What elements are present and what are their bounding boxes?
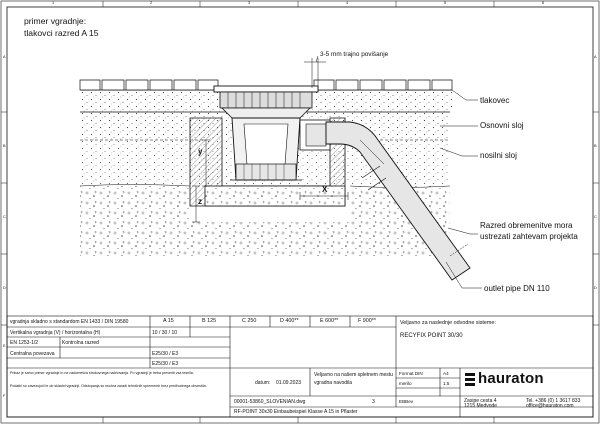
dimension-note: 3-5 mm trajno povišanje — [320, 51, 389, 58]
date-value: 01.09.2023 — [276, 380, 302, 386]
file-name: 00001-53860_SLOVENIAN.dwg — [234, 399, 306, 405]
address-line1: Zasipe cesta 4 — [464, 398, 497, 404]
frame-letter-f: F — [3, 394, 6, 398]
scale-label: merilo — [399, 381, 412, 386]
row2-value: 10 / 30 / 10 — [152, 330, 178, 336]
row3-label-b: Kontrolna razred — [62, 340, 99, 346]
frame-number-2: 2 — [150, 1, 153, 5]
class-b125: B 125 — [202, 318, 217, 324]
class-c250: C 250 — [242, 318, 257, 324]
format-value: A4 — [443, 371, 449, 376]
frame-number-4: 4 — [346, 1, 349, 5]
frame-number-3: 3 — [248, 1, 251, 5]
validity-line2: vgradna navodila — [314, 380, 353, 386]
drawing-title-line1: primer vgradnje: — [24, 16, 87, 26]
dimension-y: y — [198, 147, 203, 156]
frame-letter-d-right: D — [594, 286, 597, 290]
row4-label: Centralna povezava — [10, 351, 55, 357]
class-e600: E 600** — [320, 318, 339, 324]
format-label: Format DIN — [399, 371, 423, 376]
frame-number-6: 6 — [542, 1, 545, 5]
note-line1: Prikaz je samo primer vgradnje in ne nadomešča strokovnega načrtovanja. Po vgradnji je treba preveriti vsa tesnila. — [10, 371, 194, 375]
label-outlet-pipe: outlet pipe DN 110 — [484, 284, 550, 293]
class-f900: F 900** — [358, 318, 376, 324]
dimension-x: X — [322, 185, 328, 194]
scale-value: 1:5 — [443, 381, 450, 386]
row5-value: E25/30 / E3 — [152, 361, 179, 367]
frame-number-5: 5 — [444, 1, 447, 5]
frame-letter-c-right: C — [594, 215, 597, 219]
product-line: RF-POINT 30x30 Einbaubeispiel Klasse A 15 in Pflaster — [234, 409, 358, 415]
frame-letter-c: C — [3, 215, 6, 219]
hauraton-logo: hauraton — [478, 370, 544, 387]
label-razred-line2: ustrezati zahtevam projekta — [480, 232, 578, 241]
product-name: RECYFIX POINT 30/30 — [400, 333, 463, 339]
label-tlakovec: tlakovec — [480, 96, 510, 105]
frame-number-1: 1 — [52, 1, 55, 5]
standard-note: vgradnja skladno s standardom EN 1433 / DIN 19580 — [10, 319, 129, 325]
dimension-z: z — [198, 197, 202, 206]
row2-label: Vertikalna vgradnja (V) / horizontalna (H) — [10, 330, 101, 336]
frame-letter-b: B — [3, 144, 6, 148]
class-d400: D 400** — [280, 318, 299, 324]
sheet-number: 3 — [372, 399, 375, 405]
row4-value: E25/30 / E3 — [152, 351, 179, 357]
note-line2: Podatki so zavezujoči le ob skladni vgradnji. Odstopanja so možna zaradi tehničnih sprememb brez predhodnega obvestila. — [10, 384, 207, 388]
label-razred-line1: Razred obremenitve mora — [480, 221, 573, 230]
row3-label-a: EN 1253-1/2 — [10, 340, 39, 346]
drawing-title-line2: tlakovci razred A 15 — [24, 28, 99, 38]
label-nosilni-sloj: nosilni sloj — [480, 151, 517, 160]
validity-systems-label: Veljavno za naslednje odvodne sisteme: — [400, 320, 496, 326]
frame-letter-d: D — [3, 286, 6, 290]
label-osnovni-sloj: Osnovni sloj — [480, 121, 524, 130]
eb-label: EBBev — [399, 399, 414, 404]
class-a15: A 15 — [163, 318, 174, 324]
frame-letter-a: A — [3, 55, 6, 59]
frame-letter-e: E — [3, 344, 6, 348]
frame-letter-a-right: A — [594, 55, 597, 59]
frame-letter-b-right: B — [594, 144, 597, 148]
phone: Tel. +386 (0) 1 3617 833 — [526, 398, 581, 404]
address-line2: 1215 Medvode — [464, 403, 498, 409]
validity-line1: Veljavno na našem spletnem mestu — [314, 372, 393, 378]
email: office@hauraton.com — [526, 403, 574, 409]
hauraton-logo-mark — [465, 373, 475, 386]
date-label: datum: — [255, 380, 271, 386]
